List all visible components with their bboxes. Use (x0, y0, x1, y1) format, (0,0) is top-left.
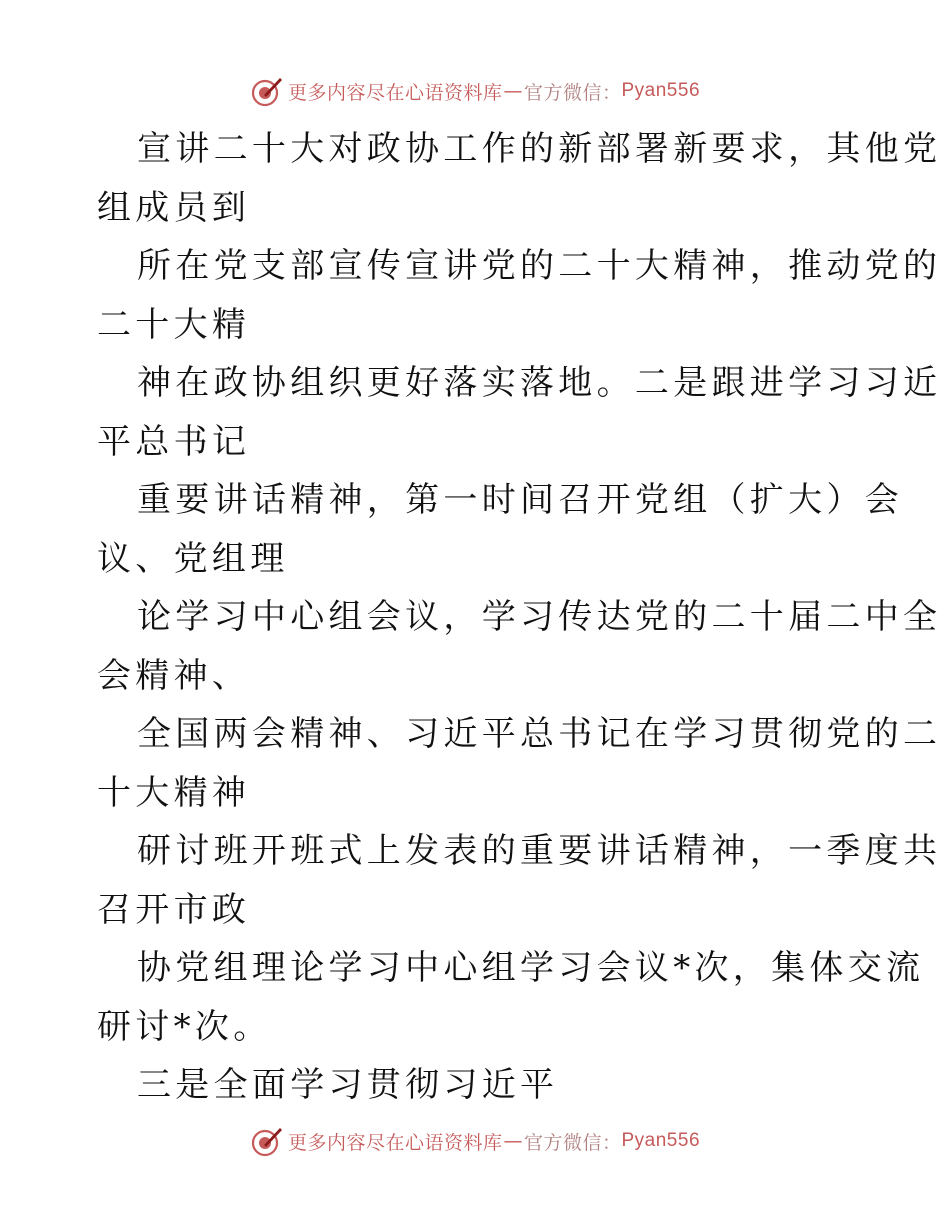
paragraph (97, 822, 942, 939)
paragraph-line: 十大精神 (97, 772, 251, 813)
paragraph (97, 471, 903, 588)
paragraph-line: 会精神、 (97, 655, 251, 696)
paragraph-line: 研讨班开班式上发表的重要讲话精神，一季度共 (137, 831, 942, 871)
watermark-wechat-label: 官方微信： (523, 1131, 622, 1154)
watermark-title: 更多内容尽在心语资料库 (287, 1131, 503, 1154)
watermark-title: 更多内容尽在心语资料库 (287, 81, 503, 104)
paragraph (97, 1056, 857, 1115)
paragraph (97, 939, 925, 1056)
watermark-wechat-id: Pyan556 (621, 1130, 701, 1151)
paragraph (97, 120, 942, 237)
paragraph-line: 三是全面学习贯彻习近平 (137, 1065, 559, 1105)
paragraph-line: 协党组理论学习中心组学习会议*次，集体交流 (137, 948, 925, 988)
paragraph (97, 237, 942, 354)
paragraph-line: 神在政协组织更好落实落地。二是跟进学习习近 (137, 363, 942, 403)
paragraph (97, 354, 942, 471)
paragraph-line: 组成员到 (97, 187, 251, 228)
paragraph-line: 全国两会精神、习近平总书记在学习贯彻党的二 (137, 714, 942, 754)
paragraph-line: 重要讲话精神，第一时间召开党组（扩大）会 (137, 480, 903, 520)
paragraph-line: 论学习中心组会议，学习传达党的二十届二中全 (137, 597, 942, 637)
paragraph-line: 二十大精 (97, 304, 251, 345)
paragraph (97, 588, 942, 705)
paragraph-line: 研讨*次。 (97, 1006, 272, 1047)
paragraph-line: 议、党组理 (97, 538, 289, 579)
header-watermark (0, 71, 950, 111)
paragraph-line: 宣讲二十大对政协工作的新部署新要求，其他党 (137, 129, 942, 169)
paragraph-line: 召开市政 (97, 889, 251, 930)
paragraph-line: 所在党支部宣传宣讲党的二十大精神，推动党的 (137, 246, 942, 286)
watermark-wechat-label: 官方微信： (523, 81, 622, 104)
watermark-dash: — (503, 80, 523, 102)
pen-logo-icon (250, 74, 284, 108)
paragraph-line: 平总书记 (97, 421, 251, 462)
pen-logo-icon (250, 1124, 284, 1158)
paragraph (97, 705, 942, 822)
footer-watermark (0, 1121, 950, 1161)
watermark-dash: — (503, 1130, 523, 1152)
watermark-wechat-id: Pyan556 (621, 80, 701, 101)
document-body (97, 120, 942, 1115)
